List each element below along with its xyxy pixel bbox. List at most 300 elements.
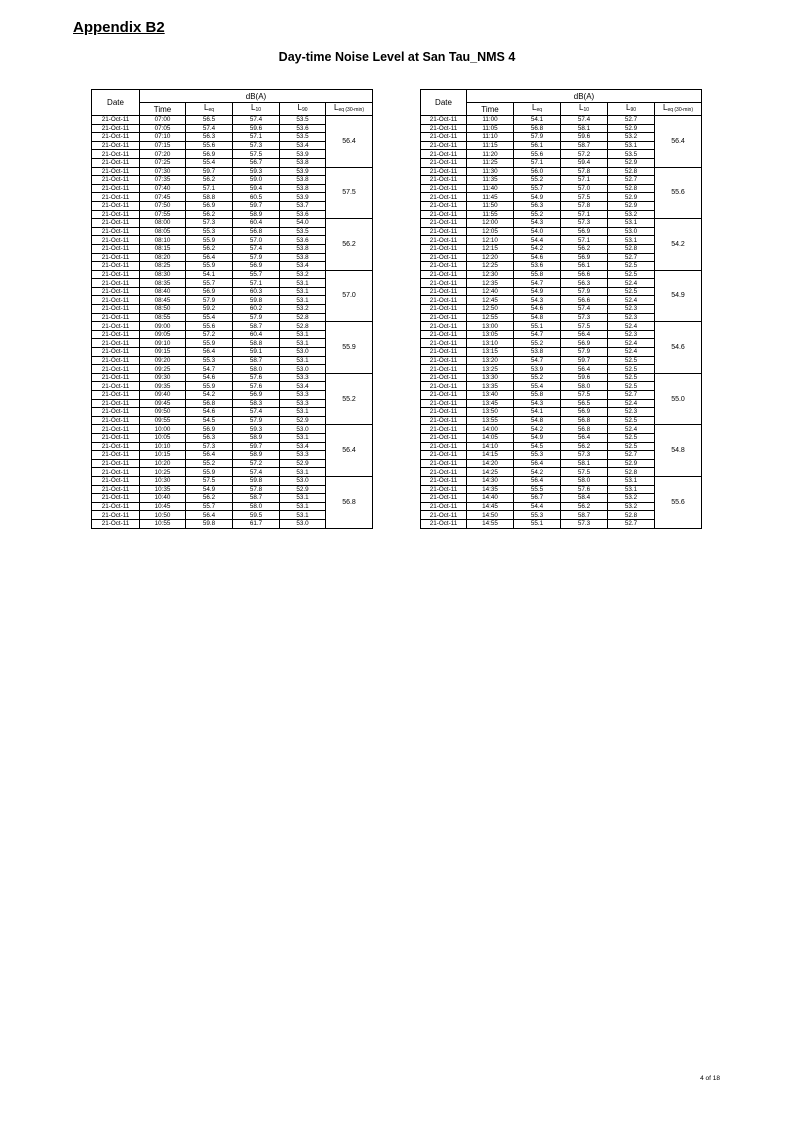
time-cell: 12:05 [467,227,514,236]
l10-cell: 59.6 [561,373,608,382]
leq-cell: 55.1 [514,322,561,331]
l90-cell: 53.1 [280,296,326,305]
time-cell: 14:20 [467,459,514,468]
table-row [92,373,373,382]
leq-cell: 54.2 [514,425,561,434]
time-cell: 14:40 [467,494,514,503]
time-cell: 12:50 [467,305,514,314]
l90-cell: 52.9 [280,416,326,425]
leq-cell: 55.9 [186,339,233,348]
date-cell: 21-Oct-11 [421,476,467,485]
leq-cell: 53.9 [514,365,561,374]
l10-cell: 57.3 [561,451,608,460]
time-cell: 14:45 [467,502,514,511]
leq-cell: 55.9 [186,236,233,245]
l90-cell: 52.9 [608,201,655,210]
l90-cell: 53.3 [280,451,326,460]
leq-cell: 55.9 [186,262,233,271]
time-cell: 07:30 [140,167,186,176]
time-cell: 13:10 [467,339,514,348]
l90-cell: 52.7 [608,253,655,262]
leq-cell: 55.8 [514,391,561,400]
leq-cell: 55.5 [514,485,561,494]
leq-cell: 54.7 [186,365,233,374]
leq-cell: 55.2 [514,339,561,348]
time-header: Time [140,103,186,116]
date-cell: 21-Oct-11 [421,451,467,460]
l10-cell: 57.5 [561,322,608,331]
time-cell: 09:50 [140,408,186,417]
l10-cell: 59.6 [561,133,608,142]
l10-cell: 60.4 [233,219,280,228]
time-cell: 11:10 [467,133,514,142]
time-cell: 11:50 [467,201,514,210]
l10-cell: 59.4 [561,158,608,167]
leq-cell: 54.5 [186,416,233,425]
l90-cell: 53.8 [280,158,326,167]
leq-cell: 55.4 [186,313,233,322]
time-cell: 09:25 [140,365,186,374]
l90-header: $L_{90}$ [608,103,655,116]
time-cell: 11:55 [467,210,514,219]
leq-cell: 56.4 [186,253,233,262]
l90-cell: 53.4 [280,262,326,271]
l10-cell: 57.0 [561,184,608,193]
leq30-cell: 55.2 [326,373,373,425]
time-cell: 10:35 [140,485,186,494]
table-body [92,116,373,529]
l90-cell: 52.8 [608,468,655,477]
l10-cell: 57.2 [233,459,280,468]
leq30-cell: 56.4 [326,116,373,168]
date-cell: 21-Oct-11 [421,365,467,374]
l90-cell: 52.5 [608,365,655,374]
leq-cell: 54.7 [514,330,561,339]
l90-cell: 52.7 [608,519,655,528]
l10-cell: 57.3 [561,313,608,322]
time-cell: 11:25 [467,158,514,167]
table-row [421,219,702,228]
l90-cell: 53.1 [280,511,326,520]
l10-cell: 56.6 [561,270,608,279]
l10-cell: 56.9 [561,227,608,236]
date-cell: 21-Oct-11 [92,201,140,210]
l90-cell: 53.2 [608,133,655,142]
leq-cell: 54.2 [186,391,233,400]
date-cell: 21-Oct-11 [421,244,467,253]
date-cell: 21-Oct-11 [92,253,140,262]
l10-cell: 56.8 [233,227,280,236]
date-cell: 21-Oct-11 [421,253,467,262]
l90-cell: 52.5 [608,262,655,271]
leq30-cell: 55.6 [655,167,702,219]
l90-cell: 53.2 [280,305,326,314]
leq-cell: 54.6 [186,373,233,382]
leq30-cell: 54.8 [655,425,702,477]
l10-cell: 59.3 [233,167,280,176]
l10-cell: 57.9 [561,287,608,296]
date-cell: 21-Oct-11 [421,485,467,494]
l10-cell: 56.9 [561,253,608,262]
time-cell: 09:05 [140,330,186,339]
l90-cell: 53.1 [608,236,655,245]
time-cell: 13:45 [467,399,514,408]
l90-cell: 53.1 [280,502,326,511]
date-cell: 21-Oct-11 [421,391,467,400]
l90-cell: 52.8 [608,167,655,176]
l90-cell: 52.3 [608,305,655,314]
l10-cell: 57.5 [561,193,608,202]
l90-cell: 53.1 [280,433,326,442]
time-cell: 13:00 [467,322,514,331]
l90-cell: 53.9 [280,167,326,176]
time-cell: 13:05 [467,330,514,339]
date-cell: 21-Oct-11 [421,416,467,425]
l10-cell: 59.5 [233,511,280,520]
leq-cell: 55.3 [186,356,233,365]
table-row [92,476,373,485]
l10-cell: 59.4 [233,184,280,193]
date-cell: 21-Oct-11 [92,330,140,339]
l10-cell: 56.6 [561,296,608,305]
leq-cell: 54.8 [514,416,561,425]
time-cell: 11:00 [467,116,514,125]
time-cell: 08:25 [140,262,186,271]
time-cell: 09:10 [140,339,186,348]
leq-cell: 55.9 [186,468,233,477]
date-cell: 21-Oct-11 [92,150,140,159]
leq30-cell: 56.8 [326,476,373,528]
leq-cell: 56.2 [186,494,233,503]
leq-cell: 58.8 [186,193,233,202]
l10-cell: 57.9 [561,348,608,357]
l10-cell: 58.0 [561,382,608,391]
l10-cell: 57.1 [561,176,608,185]
date-cell: 21-Oct-11 [92,141,140,150]
date-cell: 21-Oct-11 [421,382,467,391]
date-cell: 21-Oct-11 [92,356,140,365]
date-cell: 21-Oct-11 [421,494,467,503]
l90-cell: 52.5 [608,356,655,365]
time-cell: 08:40 [140,287,186,296]
date-cell: 21-Oct-11 [421,279,467,288]
date-cell: 21-Oct-11 [92,210,140,219]
time-cell: 10:25 [140,468,186,477]
l10-cell: 56.4 [561,433,608,442]
time-cell: 09:30 [140,373,186,382]
l90-cell: 52.8 [608,244,655,253]
l10-header: $L_{10}$ [233,103,280,116]
l10-cell: 57.9 [233,253,280,262]
time-cell: 12:45 [467,296,514,305]
date-cell: 21-Oct-11 [421,193,467,202]
time-cell: 13:35 [467,382,514,391]
date-cell: 21-Oct-11 [421,339,467,348]
leq-cell: 54.6 [514,305,561,314]
leq-cell: 57.1 [186,184,233,193]
l10-cell: 58.9 [233,433,280,442]
l10-cell: 59.6 [233,124,280,133]
l90-cell: 53.9 [280,193,326,202]
leq-cell: 54.0 [514,227,561,236]
l90-cell: 52.9 [608,193,655,202]
l10-cell: 57.4 [233,468,280,477]
l90-cell: 53.1 [280,279,326,288]
l90-cell: 53.4 [280,382,326,391]
leq-cell: 55.7 [514,184,561,193]
l10-cell: 57.5 [561,468,608,477]
table-body [421,116,702,529]
date-cell: 21-Oct-11 [421,468,467,477]
date-cell: 21-Oct-11 [92,116,140,125]
table-row [421,116,702,125]
l90-cell: 53.1 [280,356,326,365]
l90-cell: 53.8 [280,184,326,193]
l10-cell: 57.9 [233,313,280,322]
l10-cell: 57.8 [561,201,608,210]
l90-cell: 52.4 [608,348,655,357]
date-cell: 21-Oct-11 [92,322,140,331]
date-cell: 21-Oct-11 [92,262,140,271]
time-cell: 13:15 [467,348,514,357]
date-cell: 21-Oct-11 [421,124,467,133]
l10-cell: 56.8 [561,416,608,425]
leq-cell: 54.5 [514,442,561,451]
l10-cell: 58.0 [233,365,280,374]
time-cell: 07:25 [140,158,186,167]
time-header: Time [467,103,514,116]
l90-cell: 52.3 [608,330,655,339]
l90-cell: 53.5 [280,227,326,236]
time-cell: 10:05 [140,433,186,442]
date-cell: 21-Oct-11 [92,391,140,400]
l10-cell: 59.3 [233,425,280,434]
leq-cell: 56.9 [186,425,233,434]
leq-cell: 59.7 [186,167,233,176]
leq-cell: 54.3 [514,399,561,408]
time-cell: 13:30 [467,373,514,382]
time-cell: 07:00 [140,116,186,125]
l10-cell: 56.2 [561,502,608,511]
l10-cell: 56.4 [561,330,608,339]
l90-cell: 53.9 [280,150,326,159]
date-cell: 21-Oct-11 [92,365,140,374]
time-cell: 14:15 [467,451,514,460]
l90-cell: 53.8 [280,244,326,253]
leq-cell: 56.5 [186,116,233,125]
l90-cell: 53.8 [280,176,326,185]
leq-cell: 55.3 [514,451,561,460]
date-cell: 21-Oct-11 [92,348,140,357]
time-cell: 09:15 [140,348,186,357]
time-cell: 08:20 [140,253,186,262]
leq-cell: 55.7 [186,279,233,288]
date-cell: 21-Oct-11 [421,408,467,417]
leq-cell: 57.2 [186,330,233,339]
l90-cell: 52.8 [608,184,655,193]
date-cell: 21-Oct-11 [92,459,140,468]
leq30-cell: 55.6 [655,476,702,528]
leq30-header: $L_{eq (30-min)}$ [326,103,373,116]
date-cell: 21-Oct-11 [421,210,467,219]
l10-cell: 57.8 [561,167,608,176]
l10-cell: 58.7 [561,511,608,520]
time-cell: 12:25 [467,262,514,271]
table-row [421,373,702,382]
date-cell: 21-Oct-11 [421,399,467,408]
l90-cell: 52.9 [280,459,326,468]
time-cell: 07:40 [140,184,186,193]
l90-cell: 52.5 [608,442,655,451]
l10-cell: 57.9 [233,416,280,425]
l90-cell: 53.5 [608,150,655,159]
l90-cell: 52.9 [608,459,655,468]
time-cell: 08:45 [140,296,186,305]
unit-header: dB(A) [140,90,373,103]
leq-cell: 54.9 [514,287,561,296]
leq-cell: 56.8 [514,124,561,133]
l10-cell: 56.9 [233,391,280,400]
l10-cell: 57.4 [233,408,280,417]
l10-cell: 56.8 [561,425,608,434]
leq-cell: 54.3 [514,219,561,228]
date-cell: 21-Oct-11 [92,287,140,296]
date-cell: 21-Oct-11 [92,219,140,228]
l10-cell: 57.0 [233,236,280,245]
l10-cell: 59.1 [233,348,280,357]
date-cell: 21-Oct-11 [421,511,467,520]
time-cell: 13:25 [467,365,514,374]
table-row [92,270,373,279]
l90-cell: 52.8 [608,511,655,520]
leq-cell: 55.7 [186,502,233,511]
leq30-cell: 56.2 [326,219,373,271]
leq30-cell: 55.0 [655,373,702,425]
l10-cell: 56.2 [561,244,608,253]
l10-cell: 56.4 [561,365,608,374]
l90-cell: 52.5 [608,373,655,382]
leq-header: $L_{eq}$ [186,103,233,116]
date-cell: 21-Oct-11 [92,313,140,322]
date-cell: 21-Oct-11 [421,322,467,331]
l90-cell: 53.0 [280,519,326,528]
l90-cell: 53.3 [280,373,326,382]
l90-cell: 53.1 [280,494,326,503]
leq-cell: 54.7 [514,356,561,365]
date-cell: 21-Oct-11 [421,287,467,296]
time-cell: 07:50 [140,201,186,210]
time-cell: 14:25 [467,468,514,477]
l10-cell: 56.5 [561,399,608,408]
l90-cell: 52.4 [608,279,655,288]
date-cell: 21-Oct-11 [421,459,467,468]
date-cell: 21-Oct-11 [92,399,140,408]
l90-cell: 53.1 [608,476,655,485]
time-cell: 14:30 [467,476,514,485]
date-cell: 21-Oct-11 [421,373,467,382]
l90-cell: 52.9 [280,485,326,494]
leq-cell: 54.9 [186,485,233,494]
time-cell: 11:35 [467,176,514,185]
date-cell: 21-Oct-11 [421,141,467,150]
l90-cell: 52.5 [608,382,655,391]
date-cell: 21-Oct-11 [92,408,140,417]
l90-cell: 53.1 [608,219,655,228]
l90-cell: 53.1 [608,141,655,150]
leq-cell: 55.2 [514,210,561,219]
leq-cell: 55.4 [186,158,233,167]
leq-cell: 55.4 [514,382,561,391]
date-cell: 21-Oct-11 [421,442,467,451]
l10-cell: 57.1 [561,210,608,219]
time-cell: 08:30 [140,270,186,279]
date-cell: 21-Oct-11 [421,433,467,442]
l90-cell: 53.6 [280,124,326,133]
date-cell: 21-Oct-11 [421,201,467,210]
l10-header: $L_{10}$ [561,103,608,116]
leq-cell: 54.2 [514,468,561,477]
leq-cell: 56.2 [186,210,233,219]
date-cell: 21-Oct-11 [92,485,140,494]
time-cell: 14:35 [467,485,514,494]
date-cell: 21-Oct-11 [421,150,467,159]
l90-cell: 53.1 [608,485,655,494]
l10-cell: 58.9 [233,210,280,219]
time-cell: 12:35 [467,279,514,288]
leq-cell: 54.9 [514,193,561,202]
date-cell: 21-Oct-11 [421,348,467,357]
leq-cell: 54.1 [514,116,561,125]
date-cell: 21-Oct-11 [92,133,140,142]
time-cell: 08:05 [140,227,186,236]
leq-cell: 54.4 [514,502,561,511]
time-cell: 14:00 [467,425,514,434]
l90-cell: 53.0 [280,425,326,434]
table-row [421,167,702,176]
leq-cell: 56.7 [514,494,561,503]
l90-cell: 53.0 [608,227,655,236]
date-cell: 21-Oct-11 [92,451,140,460]
time-cell: 12:20 [467,253,514,262]
date-cell: 21-Oct-11 [92,236,140,245]
l10-cell: 57.8 [233,485,280,494]
l10-cell: 60.5 [233,193,280,202]
time-cell: 12:10 [467,236,514,245]
leq-cell: 57.9 [186,296,233,305]
l90-cell: 53.4 [280,141,326,150]
l90-cell: 52.7 [608,451,655,460]
time-cell: 10:15 [140,451,186,460]
leq-cell: 54.4 [514,236,561,245]
leq-cell: 55.6 [186,141,233,150]
leq-cell: 56.4 [186,348,233,357]
l10-cell: 59.7 [561,356,608,365]
l10-cell: 57.1 [233,133,280,142]
l10-cell: 59.7 [233,201,280,210]
leq-cell: 54.9 [514,433,561,442]
time-cell: 12:30 [467,270,514,279]
l90-cell: 52.5 [608,416,655,425]
leq-header: $L_{eq}$ [514,103,561,116]
time-cell: 09:45 [140,399,186,408]
l10-cell: 60.3 [233,287,280,296]
time-cell: 11:45 [467,193,514,202]
l90-cell: 53.5 [280,116,326,125]
l90-cell: 52.9 [608,158,655,167]
l90-cell: 52.4 [608,296,655,305]
leq30-cell: 57.5 [326,167,373,219]
l10-cell: 57.5 [561,391,608,400]
